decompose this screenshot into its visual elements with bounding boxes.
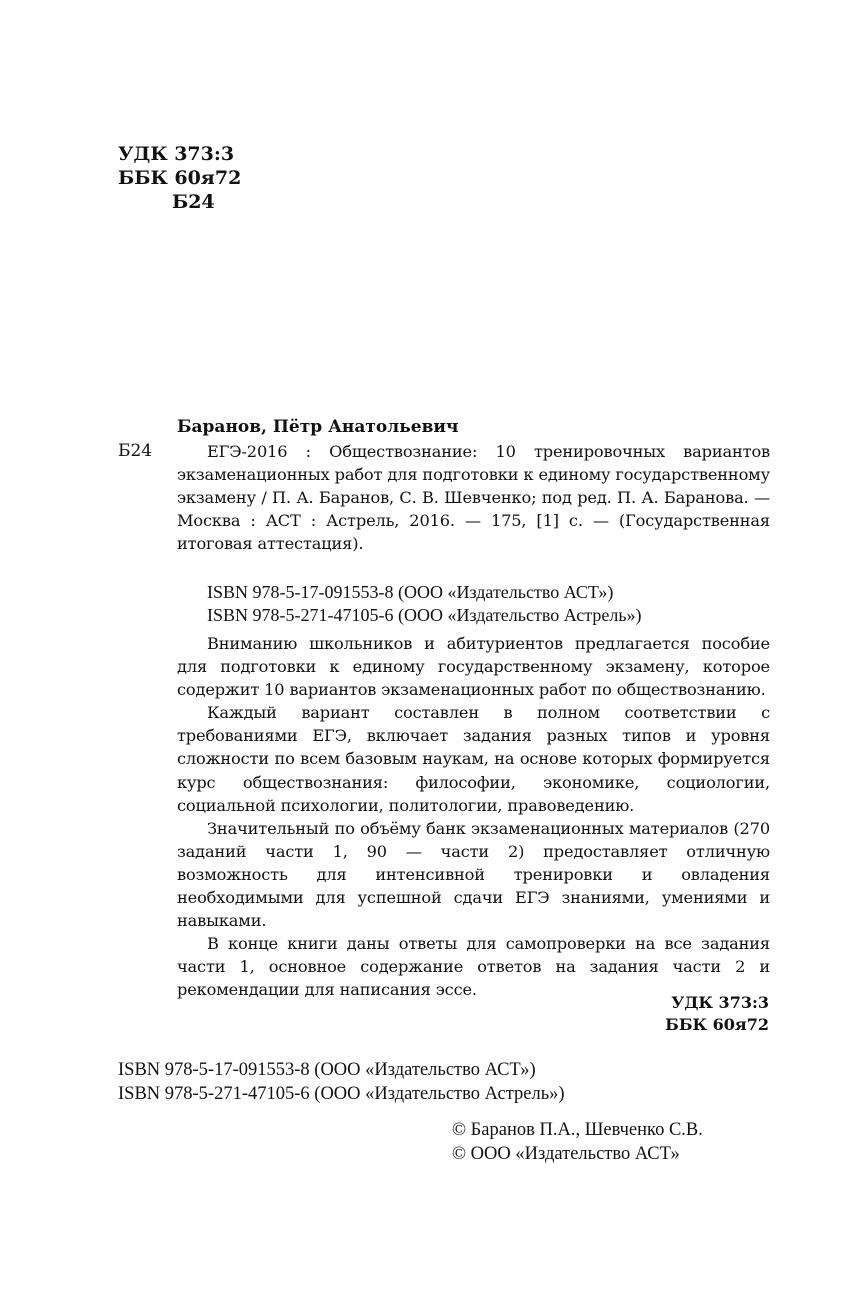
bbk-code: ББК 60я72 <box>118 167 242 189</box>
annotation-paragraph: Вниманию школьников и абитуриентов предлагается пособие для подготовки к единому государственному экзамену, которое содержит 10 вариантов экзаменационных работ по обществознанию. <box>177 634 770 700</box>
isbn-line: ISBN 978-5-17-091553-8 (ООО «Издательство АСТ») <box>118 1060 536 1080</box>
classification-codes-top <box>118 142 241 214</box>
isbn-line: ISBN 978-5-271-47105-6 (ООО «Издательство Астрель») <box>118 1084 565 1104</box>
bibliographic-description <box>177 440 770 555</box>
annotation-paragraph: Каждый вариант составлен в полном соответствии с требованиями ЕГЭ, включает задания разных типов и уровня сложности по всем базовым наукам, на основе которых формируется курс обществознания: философии, экономике, социологии, социальной психологии, политологии, правоведению. <box>177 703 770 815</box>
author-mark: Б24 <box>172 191 215 213</box>
bbk-code: ББК 60я72 <box>665 1015 769 1034</box>
shelf-mark: Б24 <box>118 441 153 461</box>
annotation-paragraph: В конце книги даны ответы для самопроверки на все задания части 1, основное содержание ответов на задания части 2 и рекомендации для написания эссе. <box>177 934 770 1000</box>
isbn-line: ISBN 978-5-17-091553-8 (ООО «Издательство АСТ») <box>207 582 614 602</box>
bibliographic-text: ЕГЭ-2016 : Обществознание: 10 тренировочных вариантов экзаменационных работ для подготовки к единому государственному экзамену / П. А. Баранов, С. В. Шевченко; под ред. П. А. Баранова. — Москва : АСТ : Астрель, 2016. — 175, [1] с. — (Государственная итоговая аттестация). <box>177 442 770 554</box>
author-heading: Баранов, Пётр Анатольевич <box>177 417 459 437</box>
copyright-notice <box>452 1118 703 1166</box>
copyright-line: © ООО «Издательство АСТ» <box>452 1144 680 1164</box>
udk-code: УДК 373:3 <box>671 993 769 1012</box>
isbn-list-bottom <box>118 1058 565 1106</box>
udk-code: УДК 373:3 <box>118 143 235 165</box>
annotation-paragraph: Значительный по объёму банк экзаменационных материалов (270 заданий части 1, 90 — части 2) предоставляет отличную возможность для интенсивной тренировки и овладения необходимыми для успешной сдачи ЕГЭ знаниями, умениями и навыками. <box>177 818 770 931</box>
copyright-line: © Баранов П.А., Шевченко С.В. <box>452 1120 703 1140</box>
classification-codes-bottom <box>665 992 769 1036</box>
annotation <box>177 632 770 1002</box>
isbn-line: ISBN 978-5-271-47105-6 (ООО «Издательство Астрель») <box>207 605 642 626</box>
isbn-list-record <box>177 581 770 627</box>
